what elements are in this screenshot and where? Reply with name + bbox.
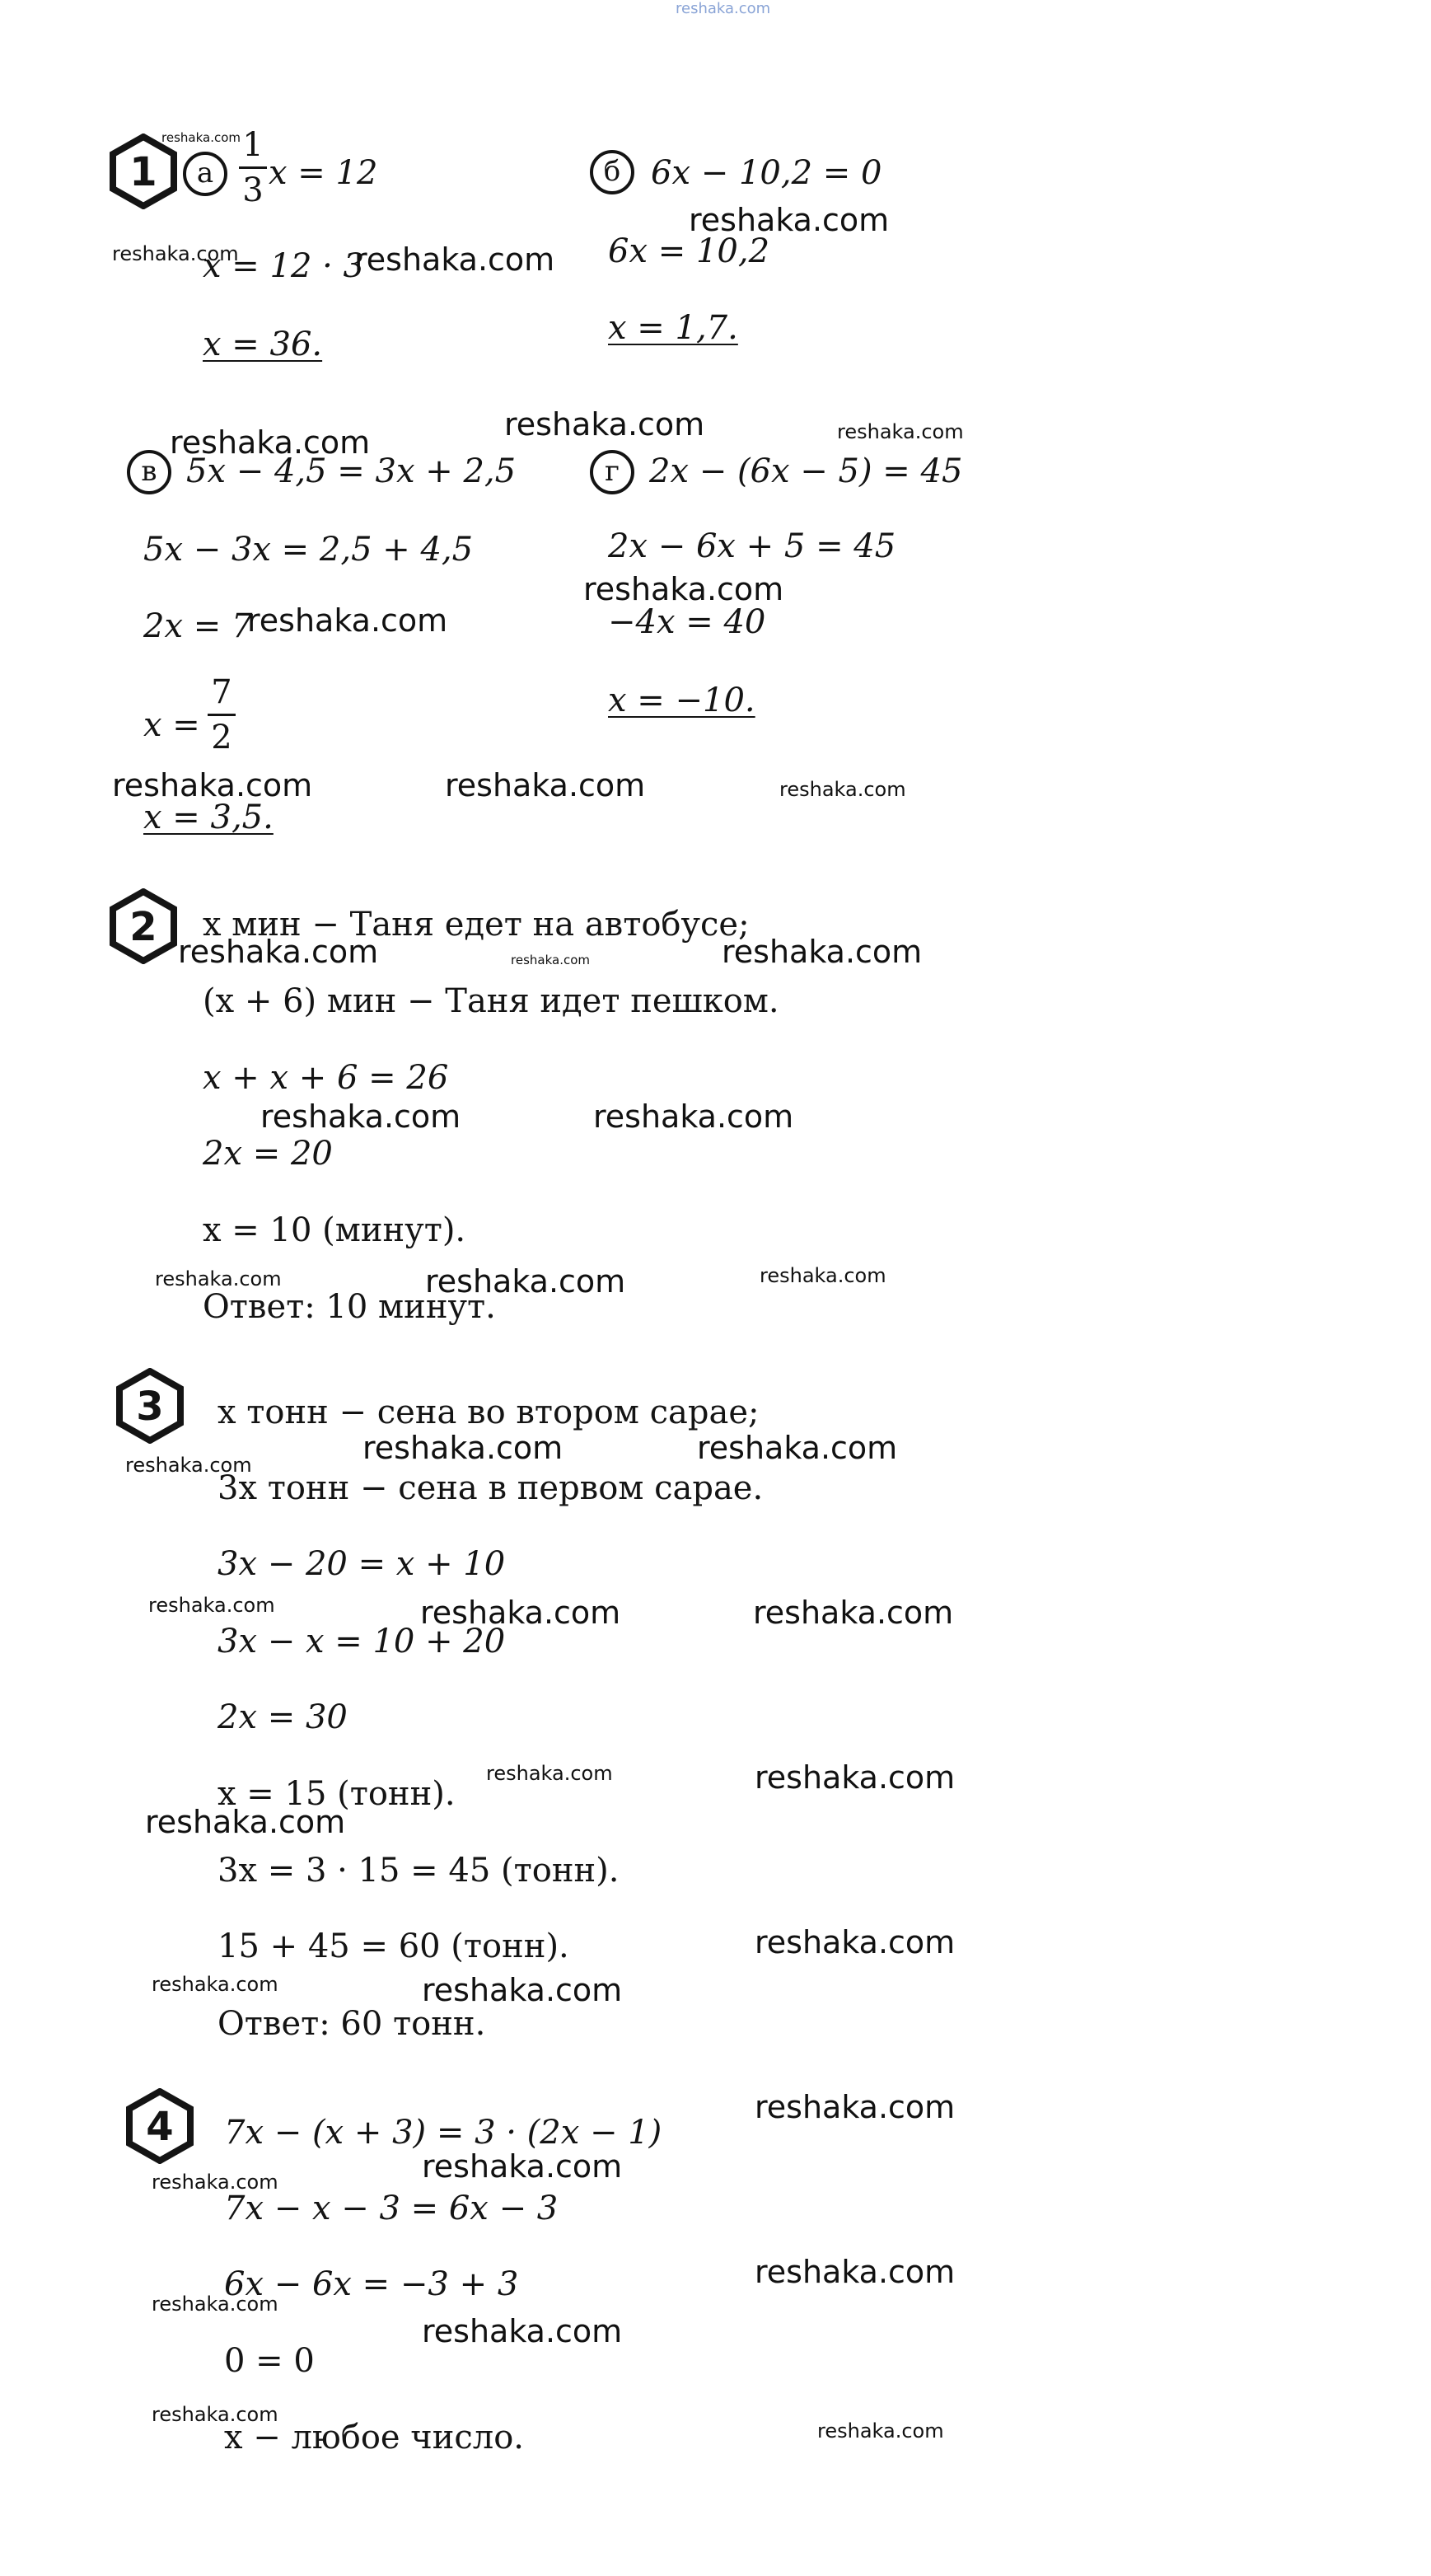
watermark: reshaka.com bbox=[837, 420, 964, 443]
watermark: reshaka.com bbox=[362, 1430, 564, 1466]
problem-1a-answer: x = 36. bbox=[203, 326, 323, 363]
problem-1g-step1: 2x − 6x + 5 = 45 bbox=[608, 527, 896, 565]
problem-2-line4: 2x = 20 bbox=[203, 1135, 333, 1173]
watermark: reshaka.com bbox=[755, 1759, 956, 1796]
problem-3-line6: x = 15 (тонн). bbox=[217, 1775, 456, 1813]
problem-1a-step1: x = 12 · 3 bbox=[203, 247, 364, 285]
watermark: reshaka.com bbox=[755, 2254, 956, 2290]
problem-4-line5: x − любое число. bbox=[224, 2419, 525, 2457]
problem-3-line1: x тонн − сена во втором сарае; bbox=[217, 1393, 760, 1431]
problem-2-line5: x = 10 (минут). bbox=[203, 1211, 466, 1249]
watermark: reshaka.com bbox=[445, 767, 646, 803]
problem-3-line2: 3x тонн − сена в первом сарае. bbox=[217, 1469, 764, 1507]
problem-1b-answer: x = 1,7. bbox=[608, 309, 738, 347]
hexagon-icon bbox=[125, 2088, 194, 2164]
watermark: reshaka.com bbox=[260, 1098, 461, 1135]
problem-2-answer: Ответ: 10 минут. bbox=[203, 1288, 496, 1326]
problem-4-number: 4 bbox=[146, 2104, 174, 2150]
watermark: reshaka.com bbox=[161, 130, 241, 145]
watermark: reshaka.com bbox=[486, 1762, 613, 1785]
problem-4-line2: 7x − x − 3 = 6x − 3 bbox=[224, 2190, 559, 2227]
watermark: reshaka.com bbox=[112, 767, 313, 803]
problem-1-number: 1 bbox=[129, 149, 157, 195]
problem-3-hex-badge bbox=[115, 1368, 185, 1444]
problem-1v-step3-lhs: x = bbox=[143, 706, 200, 744]
fraction-denominator: 3 bbox=[242, 171, 264, 209]
problem-3-line4: 3x − x = 10 + 20 bbox=[217, 1623, 506, 1660]
problem-1v-letter: в bbox=[127, 450, 171, 494]
problem-3-line5: 2x = 30 bbox=[217, 1698, 348, 1736]
watermark: reshaka.com bbox=[753, 1595, 954, 1631]
watermark: reshaka.com bbox=[422, 2148, 623, 2185]
watermark: reshaka.com bbox=[583, 571, 784, 607]
problem-4-line1: 7x − (x + 3) = 3 · (2x − 1) bbox=[224, 2114, 662, 2152]
watermark: reshaka.com bbox=[152, 2293, 278, 2316]
watermark: reshaka.com bbox=[170, 424, 371, 461]
problem-2-line1: x мин − Таня едет на автобусе; bbox=[203, 906, 750, 944]
watermark: reshaka.com bbox=[178, 934, 379, 970]
top-watermark: reshaka.com bbox=[676, 0, 771, 17]
hexagon-icon bbox=[115, 1368, 185, 1444]
problem-1g-equation: 2x − (6x − 5) = 45 bbox=[649, 452, 963, 490]
problem-1v-fraction bbox=[208, 673, 236, 756]
watermark: reshaka.com bbox=[145, 1804, 346, 1840]
watermark: reshaka.com bbox=[152, 2171, 278, 2194]
problem-4-hex-badge bbox=[125, 2088, 194, 2164]
watermark: reshaka.com bbox=[504, 406, 705, 443]
watermark: reshaka.com bbox=[755, 2089, 956, 2125]
watermark: reshaka.com bbox=[779, 778, 906, 801]
watermark: reshaka.com bbox=[722, 934, 923, 970]
problem-2-line3: x + x + 6 = 26 bbox=[203, 1059, 449, 1097]
problem-1v-step2: 2x = 7 bbox=[143, 607, 253, 645]
watermark: reshaka.com bbox=[125, 1454, 252, 1477]
problem-1v-answer: x = 3,5. bbox=[143, 799, 274, 836]
problem-1a-letter: а bbox=[183, 152, 227, 196]
watermark: reshaka.com bbox=[354, 241, 555, 278]
watermark: reshaka.com bbox=[155, 1267, 282, 1290]
problem-3-line7: 3x = 3 · 15 = 45 (тонн). bbox=[217, 1852, 620, 1890]
problem-1b-equation: 6x − 10,2 = 0 bbox=[651, 154, 882, 192]
watermark: reshaka.com bbox=[152, 2403, 278, 2426]
watermark: reshaka.com bbox=[755, 1924, 956, 1960]
problem-1a-equation: x = 12 bbox=[269, 154, 378, 192]
problem-3-line3: 3x − 20 = x + 10 bbox=[217, 1545, 506, 1583]
problem-4-line3: 6x − 6x = −3 + 3 bbox=[224, 2265, 519, 2303]
problem-3-line8: 15 + 45 = 60 (тонн). bbox=[217, 1927, 569, 1965]
problem-1g-letter: г bbox=[590, 450, 634, 494]
hexagon-icon bbox=[109, 888, 178, 964]
problem-1g-answer: x = −10. bbox=[608, 681, 755, 719]
watermark: reshaka.com bbox=[760, 1264, 886, 1287]
watermark: reshaka.com bbox=[152, 1973, 278, 1996]
problem-1b-letter: б bbox=[590, 150, 634, 194]
problem-1v-equation: 5x − 4,5 = 3x + 2,5 bbox=[186, 452, 517, 490]
watermark: reshaka.com bbox=[511, 953, 590, 967]
watermark: reshaka.com bbox=[148, 1594, 275, 1617]
watermark: reshaka.com bbox=[420, 1595, 621, 1631]
watermark: reshaka.com bbox=[112, 242, 239, 265]
problem-3-answer: Ответ: 60 тонн. bbox=[217, 2005, 486, 2043]
problem-1v-step1: 5x − 3x = 2,5 + 4,5 bbox=[143, 531, 474, 569]
fraction-bar bbox=[208, 714, 236, 716]
watermark: reshaka.com bbox=[593, 1098, 794, 1135]
problem-4-line4: 0 = 0 bbox=[224, 2342, 315, 2380]
problem-2-hex-badge bbox=[109, 888, 178, 964]
watermark: reshaka.com bbox=[422, 1972, 623, 2008]
problem-3-number: 3 bbox=[136, 1384, 164, 1430]
problem-1g-step2: −4x = 40 bbox=[608, 603, 766, 641]
problem-1b-step1: 6x = 10,2 bbox=[608, 232, 770, 270]
fraction-bar bbox=[239, 166, 267, 169]
problem-1a-fraction bbox=[239, 126, 267, 209]
problem-2-number: 2 bbox=[129, 904, 157, 950]
watermark: reshaka.com bbox=[247, 602, 448, 639]
watermark: reshaka.com bbox=[689, 202, 890, 238]
watermark: reshaka.com bbox=[422, 2313, 623, 2349]
watermark: reshaka.com bbox=[817, 2419, 944, 2443]
fraction-numerator: 1 bbox=[242, 126, 264, 164]
fraction-denominator: 2 bbox=[211, 719, 232, 756]
watermark: reshaka.com bbox=[697, 1430, 898, 1466]
problem-2-line2: (x + 6) мин − Таня идет пешком. bbox=[203, 982, 779, 1020]
watermark: reshaka.com bbox=[425, 1263, 626, 1300]
fraction-numerator: 7 bbox=[211, 673, 232, 711]
